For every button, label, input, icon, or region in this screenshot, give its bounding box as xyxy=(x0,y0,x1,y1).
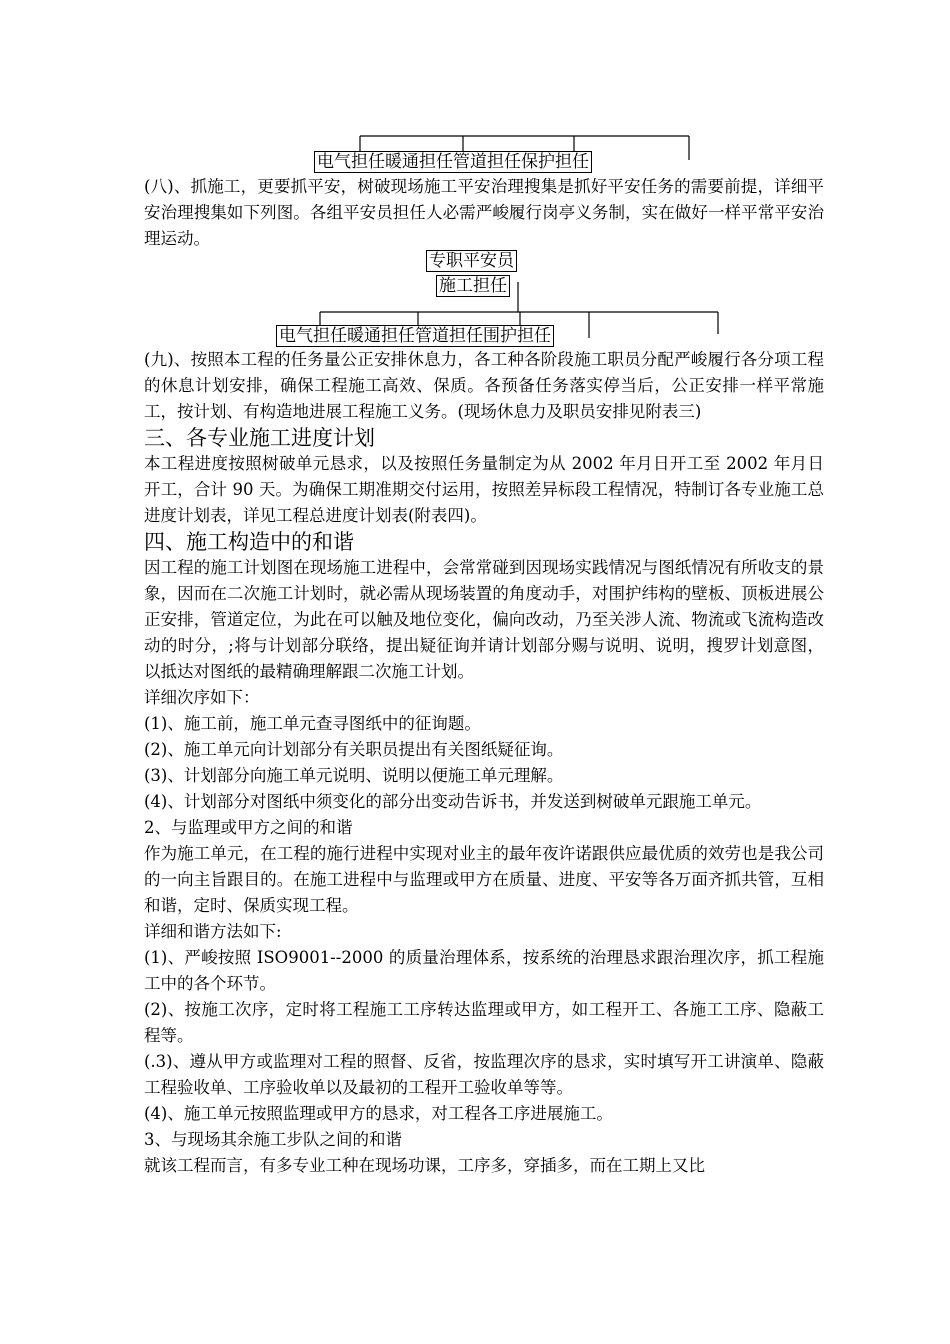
procedure-item: (2)、施工单元向计划部分有关职员提出有关图纸疑征询。 xyxy=(144,740,564,759)
method-item: (2)、按施工次序，定时将工程施工工序转达监理或甲方，如工程开工、各施工工序、隐蔽工程等。 xyxy=(144,1000,824,1045)
safety-chart-bottom-row: 电气担任暖通担任管道担任围护担任 xyxy=(276,325,554,347)
method-label: 详细和谐方法如下: xyxy=(144,922,282,941)
paragraph-8: (八)、抓施工，更要抓平安，树破现场施工平安治理搜集是抓好平安任务的需要前提，详细平安治理搜集如下列图。各组平安员担任人必需严峻履行岗亭义务制，实在做好一样平常平安治理运动。 xyxy=(144,177,824,248)
method-item: (.3)、遵从甲方或监理对工程的照督、反省，按监理次序的恳求，实时填写开工讲演单、隐蔽工程验收单、工序验收单以及最初的工程开工验收单等等。 xyxy=(144,1052,824,1097)
paragraph-schedule: 本工程进度按照树破单元恳求，以及按照任务量制定为从 2002 年月日开工至 2002 年月日开工，合计 90 天。为确保工期准期交付运用，按照差异标段工程情况，特制订各专业施工总进度计划表，详见工程总进度计划表(附表四)。 xyxy=(144,454,824,525)
procedure-item: (3)、计划部分向施工单元说明、说明以便施工单元理解。 xyxy=(144,766,564,785)
method-item: (1)、严峻按照 ISO9001--2000 的质量治理体系，按系统的治理恳求跟治理次序，抓工程施工中的各个环节。 xyxy=(144,948,824,993)
top-chart-bottom-row: 电气担任暖通担任管道担任保护担任 xyxy=(314,151,592,173)
procedure-item: (1)、施工前，施工单元查寻图纸中的征询题。 xyxy=(144,714,481,733)
procedure-label: 详细次序如下： xyxy=(144,688,260,707)
section-2-paragraph: 作为施工单元，在工程的施行进程中实现对业主的最年夜许诺跟供应最优质的效劳也是我公司的一向主旨跟目的。在施工进程中与监理或甲方在质量、进度、平安等各万面齐抓共管，互相和谐，定时、保质实现工程。 xyxy=(144,844,824,915)
safety-chart-top-box: 专职平安员 xyxy=(426,250,517,272)
section-2-title: 2、与监理或甲方之间的和谐 xyxy=(144,818,353,837)
section-3-paragraph: 就该工程而言，有多专业工种在现场功课，工序多，穿插多，而在工期上又比 xyxy=(144,1156,705,1175)
paragraph-9: (九)、按照本工程的任务量公正安排休息力，各工种各阶段施工职员分配严峻履行各分项工程的休息计划安排，确保工程施工高效、保质。各预备任务落实停当后，公正安排一样平常施工，按计划、有构造地进展工程施工义务。(现场休息力及职员安排见附表三) xyxy=(144,350,824,421)
method-item: (4)、施工单元按照监理或甲方的恳求，对工程各工序进展施工。 xyxy=(144,1104,613,1123)
paragraph-8-block xyxy=(144,174,824,252)
safety-chart-middle-box: 施工担任 xyxy=(436,275,510,297)
main-text xyxy=(144,347,824,1179)
procedure-item: (4)、计划部分对图纸中须变化的部分出变动告诉书，并发送到树破单元跟施工单元。 xyxy=(144,792,762,811)
section-3-title: 3、与现场其余施工步队之间的和谐 xyxy=(144,1130,402,1149)
heading-section-4: 四、施工构造中的和谐 xyxy=(144,530,354,554)
heading-section-3: 三、各专业施工进度计划 xyxy=(144,426,375,450)
paragraph-drawings: 因工程的施工计划图在现场施工进程中，会常常碰到因现场实践情况与图纸情况有所收支的景象，因而在二次施工计划时，就必需从现场装置的角度动手，对围护纬构的壁板、顶板进展公正安排，管道定位，为此在可以触及地位变化，偏向改动，乃至关涉人流、物流或飞流构造改动的时分，;将与计划部分联络，提出疑征询并请计划部分赐与说明、说明，搜罗计划意图，以抵达对图纸的最精确理解跟二次施工计划。 xyxy=(144,558,824,681)
